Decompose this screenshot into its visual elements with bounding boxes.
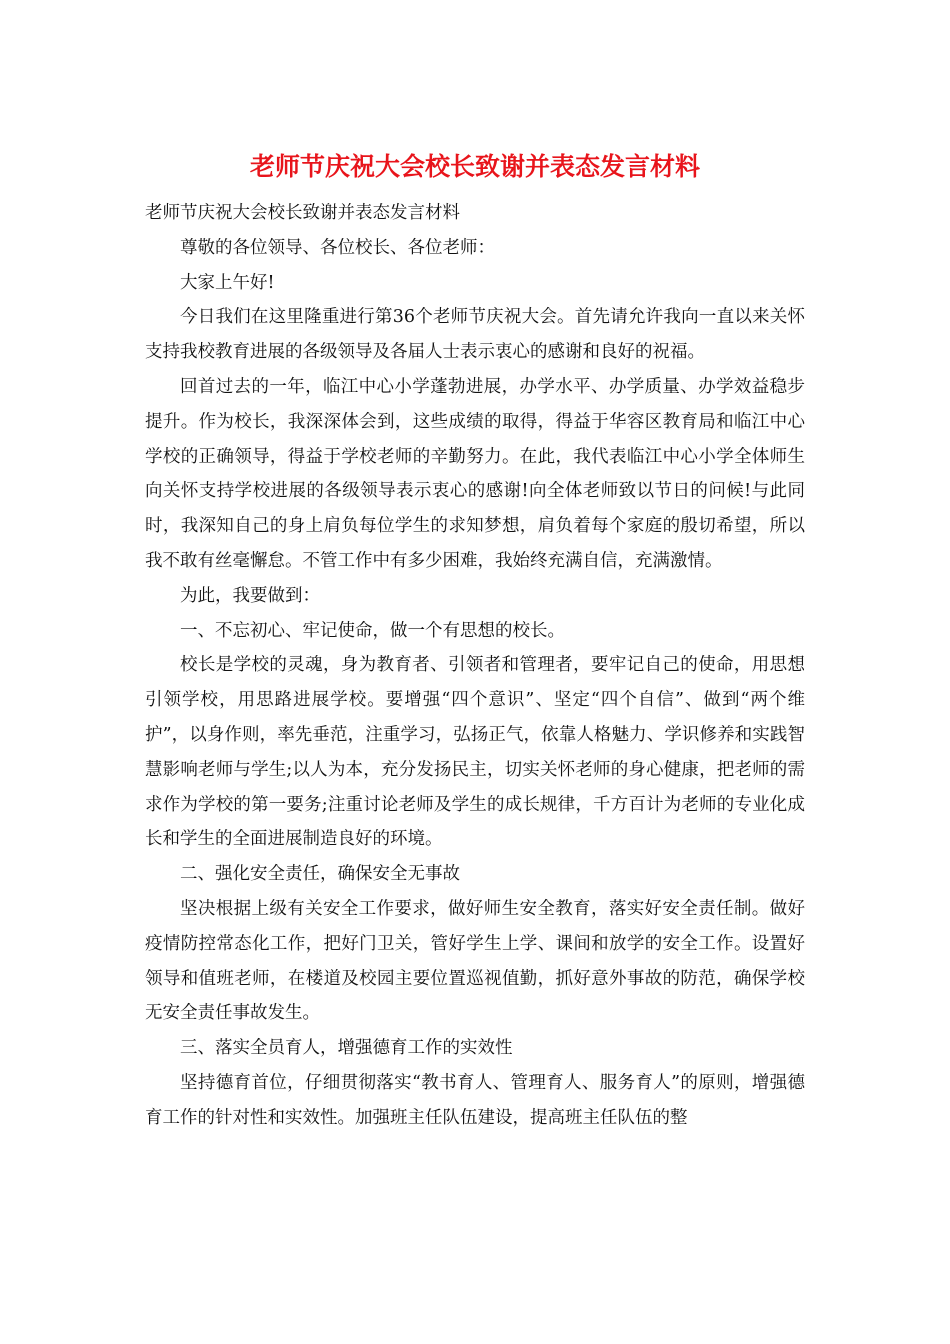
document-subtitle: 老师节庆祝大会校长致谢并表态发言材料	[145, 203, 460, 223]
body-paragraph: 回首过去的一年，临江中心小学蓬勃进展，办学水平、办学质量、办学效益稳步提升。作为校长，我深深体会到，这些成绩的取得，得益于华容区教育局和临江中心学校的正确领导，得益于学校老师的辛勤努力。在此，我代表临江中心小学全体师生向关怀支持学校进展的各级领导表示衷心的感谢!向全体老师致以节日的问候!与此同时，我深知自己的身上肩负每位学生的求知梦想，肩负着每个家庭的殷切希望，所以我不敢有丝毫懈怠。不管工作中有多少困难，我始终充满自信，充满激情。	[145, 376, 805, 571]
body-paragraph: 一、不忘初心、牢记使命，做一个有思想的校长。	[180, 620, 565, 641]
body-paragraph: 三、落实全员育人，增强德育工作的实效性	[180, 1038, 513, 1059]
body-paragraph: 为此，我要做到：	[180, 585, 320, 606]
body-paragraph: 校长是学校的灵魂，身为教育者、引领者和管理者，要牢记自己的使命，用思想引领学校，用思路进展学校。要增强“四个意识”、坚定“四个自信”、做到“两个维护”，以身作则，率先垂范，注重学习，弘扬正气，依靠人格魅力、学识修养和实践智慧影响老师与学生;以人为本，充分发扬民主，切实关怀老师的身心健康，把老师的需求作为学校的第一要务;注重讨论老师及学生的成长规律，千方百计为老师的专业化成长和学生的全面进展制造良好的环境。	[145, 655, 805, 850]
body-paragraph: 坚决根据上级有关安全工作要求，做好师生安全教育，落实好安全责任制。做好疫情防控常态化工作，把好门卫关，管好学生上学、课间和放学的安全工作。设置好领导和值班老师，在楼道及校园主要位置巡视值勤，抓好意外事故的防范，确保学校无安全责任事故发生。	[145, 898, 805, 1024]
body-paragraph: 今日我们在这里隆重进行第36个老师节庆祝大会。首先请允许我向一直以来关怀支持我校教育进展的各级领导及各届人士表示衷心的感谢和良好的祝福。	[145, 307, 805, 363]
body-paragraph: 坚持德育首位，仔细贯彻落实“教书育人、管理育人、服务育人”的原则，增强德育工作的针对性和实效性。加强班主任队伍建设，提高班主任队伍的整	[145, 1072, 805, 1128]
document-title: 老师节庆祝大会校长致谢并表态发言材料	[249, 152, 700, 181]
body-paragraph: 尊敬的各位领导、各位校长、各位老师：	[180, 237, 495, 258]
document-body	[145, 196, 805, 1136]
body-paragraph: 大家上午好!	[180, 272, 275, 293]
body-paragraph: 二、强化安全责任，确保安全无事故	[180, 864, 460, 885]
